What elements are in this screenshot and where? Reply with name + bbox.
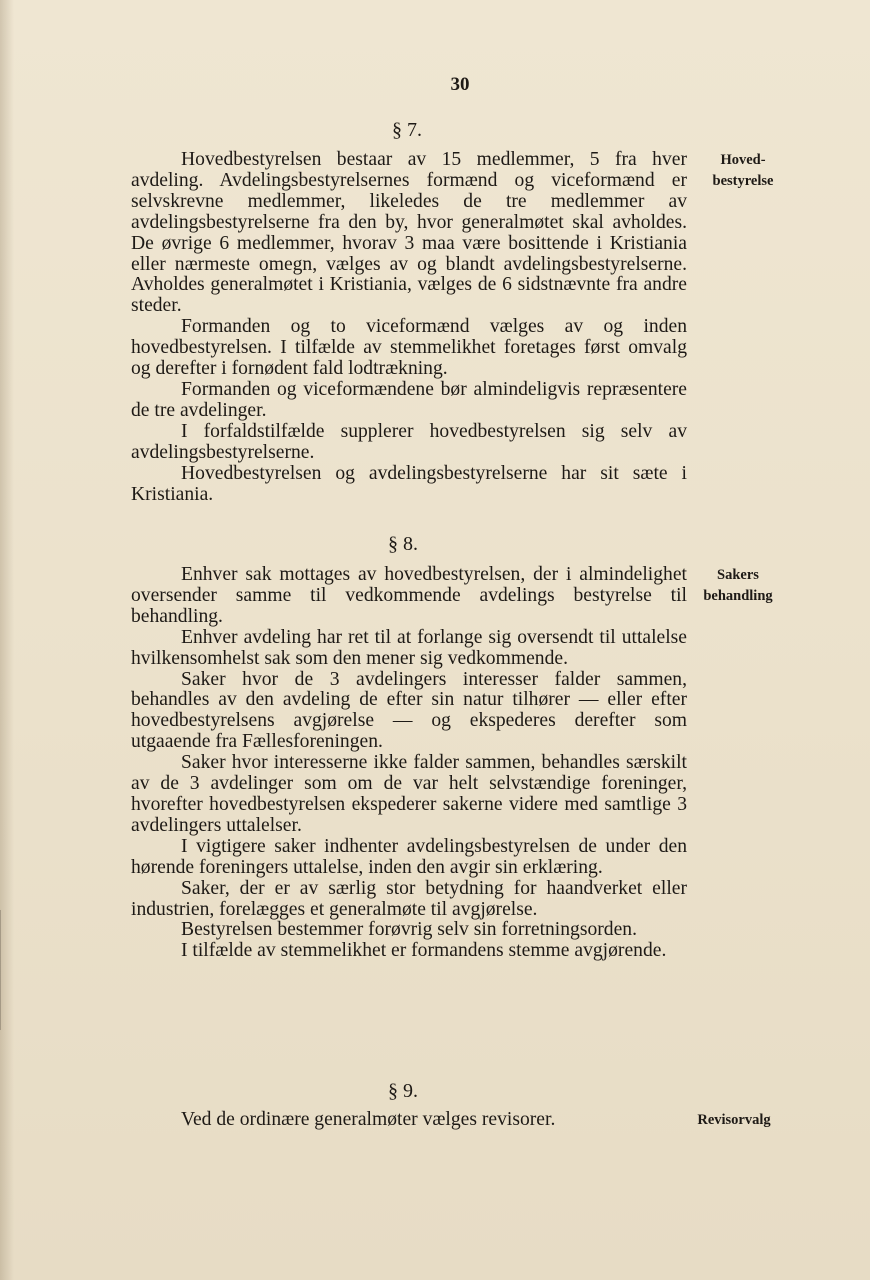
section-7-body [131, 150, 687, 505]
section-8-paragraph-5: I vigtigere saker indhenter avdelingsbestyrelsen de under den hørende foreningers uttalelse, inden den avgir sin erklæring. [131, 835, 687, 878]
section-8-margin-note-line-1: Sakers [717, 567, 759, 583]
page-edge-mark [0, 910, 23, 1030]
section-8-body [131, 565, 687, 962]
section-8-paragraph-3: Saker hvor de 3 avdelingers interesser falder sammen, behandles av den avdeling de efter sin natur tilhører — eller efter hovedbestyrelsens avgjørelse — og ekspederes derefter som utgaaende fra Fællesforeningen. [131, 668, 687, 753]
section-8-margin-note-line-2: behandling [703, 588, 773, 604]
section-8-paragraph-1: Enhver sak mottages av hovedbestyrelsen, der i almindelighet oversender samme til vedkommende avdelings bestyrelse til behandling. [131, 564, 687, 627]
section-8-paragraph-8: I tilfælde av stemmelikhet er formandens stemme avgjørende. [181, 940, 667, 962]
section-9-body [131, 1110, 687, 1131]
section-7-heading: § 7. [392, 119, 422, 141]
page-number: 30 [450, 74, 470, 95]
section-9-margin-note [686, 1110, 782, 1131]
section-8-paragraph-6: Saker, der er av særlig stor betydning for haandverket eller industrien, forelægges et generalmøte til avgjørelse. [131, 877, 687, 920]
section-7-paragraph-5: Hovedbestyrelsen og avdelingsbestyrelserne har sit sæte i Kristiania. [131, 462, 687, 505]
section-7-paragraph-1: Hovedbestyrelsen bestaar av 15 medlemmer, 5 fra hver avdeling. Avdelingsbestyrelsernes formænd og viceformænd er selvskrevne medlemmer, likeledes de tre medlemmer av avdelingsbestyrelserne fra den by, hvor generalmøtet skal avholdes. De øvrige 6 medlemmer, hvorav 3 maa være bosittende i Kristiania eller nærmeste omegn, vælges av og blandt avdelingsbestyrelserne. Avholdes generalmøtet i Kristiania, vælges de 6 sidstnævnte fra andre steder. [131, 149, 687, 317]
page-edge-shadow [0, 0, 14, 1280]
section-7-margin-note-line-2: bestyrelse [712, 173, 774, 189]
section-9-margin-note-line-1: Revisorvalg [697, 1112, 771, 1128]
section-7-margin-note-line-1: Hoved- [720, 152, 766, 168]
section-7-paragraph-2: Formanden og to viceformænd vælges av og inden hovedbestyrelsen. I tilfælde av stemmelikhet foretages først omvalg og derefter i fornødent fald lodtrækning. [131, 316, 687, 380]
section-8-paragraph-4: Saker hvor interesserne ikke falder sammen, behandles særskilt av de 3 avdelinger som om de var helt selvstændige foreninger, hvorefter hovedbestyrelsen ekspederer sakerne videre med samtlige 3 avdelingers uttalelser. [131, 752, 687, 836]
section-8-heading: § 8. [388, 533, 418, 555]
section-9-paragraph-1: Ved de ordinære generalmøter vælges revisorer. [181, 1109, 556, 1130]
section-9-heading: § 9. [388, 1080, 418, 1102]
section-7-paragraph-4: I forfaldstilfælde supplerer hovedbestyrelsen sig selv av avdelingsbestyrelserne. [131, 420, 687, 463]
section-8-margin-note [690, 565, 786, 607]
section-7-margin-note [703, 150, 783, 192]
section-8-paragraph-2: Enhver avdeling har ret til at forlange sig oversendt til uttalelse hvilkensomhelst sak som den mener sig vedkommende. [131, 626, 687, 669]
section-7-paragraph-3: Formanden og viceformændene bør almindeligvis repræsentere de tre avdelinger. [131, 378, 687, 421]
section-8-paragraph-7: Bestyrelsen bestemmer forøvrig selv sin forretningsorden. [181, 919, 637, 941]
